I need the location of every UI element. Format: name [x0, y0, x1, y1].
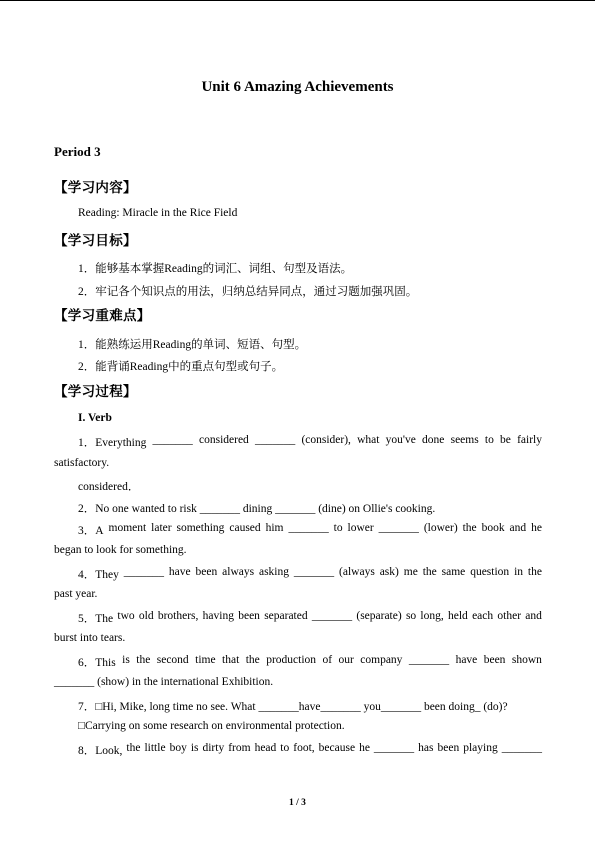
page-top-border: [0, 0, 595, 1]
word: little: [144, 742, 166, 754]
word: time: [195, 654, 216, 666]
word: him: [265, 522, 284, 534]
section-heading-goals: 【学习目标】: [54, 233, 137, 249]
word: second: [156, 654, 189, 666]
question-4-continuation: past year.: [54, 588, 98, 600]
period-label: Period 3: [54, 144, 101, 159]
word: other: [497, 610, 522, 622]
word: seems: [450, 434, 479, 446]
word: 1．Everything: [78, 437, 147, 449]
word: _______: [255, 434, 296, 446]
keypoint-item: 2．能背诵Reading中的重点句型或句子。: [78, 361, 284, 373]
word: 6．This: [78, 657, 116, 669]
word: the: [462, 522, 477, 534]
word: (separate): [356, 610, 402, 622]
question-5-line: [78, 610, 542, 626]
keypoint-item: 1．能熟练运用Reading的单词、短语、句型。: [78, 339, 307, 351]
word: fairly: [517, 434, 542, 446]
section-heading-keypoints: 【学习重难点】: [54, 308, 151, 324]
word: he: [531, 522, 542, 534]
word: that: [222, 654, 240, 666]
word: each: [472, 610, 494, 622]
word: _______: [501, 742, 542, 754]
word: moment: [108, 522, 147, 534]
word: ask): [379, 566, 399, 578]
word: playing: [463, 742, 498, 754]
word: been: [437, 742, 460, 754]
word: _______: [293, 566, 335, 578]
word: have: [455, 654, 478, 666]
word: company: [360, 654, 403, 666]
word: same: [441, 566, 466, 578]
word: having: [202, 610, 234, 622]
word: and: [525, 610, 542, 622]
word: _______: [373, 742, 415, 754]
word: because: [318, 742, 356, 754]
word: _______: [288, 522, 329, 534]
word: in: [514, 566, 524, 578]
word: has: [418, 742, 434, 754]
word: old: [138, 610, 154, 622]
word: (lower): [423, 522, 458, 534]
word: long,: [420, 610, 444, 622]
question-4-line: [78, 566, 542, 582]
exercise-heading: I. Verb: [78, 412, 112, 424]
word: the: [422, 566, 437, 578]
word: two: [117, 610, 135, 622]
word: _______: [311, 610, 353, 622]
word: to: [333, 522, 343, 534]
question-3-continuation: began to look for something.: [54, 544, 187, 556]
page-title: Unit 6 Amazing Achievements: [201, 79, 394, 95]
word: (consider),: [301, 434, 351, 446]
word: always: [222, 566, 255, 578]
word: something: [176, 522, 225, 534]
word: been: [195, 566, 218, 578]
question-7: 7．□Hi, Mike, long time no see. What _______have_______ you_______ been doing_ (do)?: [78, 701, 508, 713]
word: question: [470, 566, 510, 578]
word: lower: [347, 522, 374, 534]
word: brothers,: [157, 610, 199, 622]
word: considered: [198, 434, 249, 446]
word: foot,: [293, 742, 315, 754]
word: separated: [264, 610, 308, 622]
word: what: [357, 434, 380, 446]
word: book: [481, 522, 505, 534]
word: caused: [229, 522, 261, 534]
word: to: [280, 742, 290, 754]
word: the: [126, 742, 141, 754]
question-1-continuation: satisfactory.: [54, 457, 110, 469]
word: 3．A: [78, 525, 104, 537]
word: _______: [408, 654, 450, 666]
word: dirty: [202, 742, 225, 754]
word: boy: [169, 742, 187, 754]
question-8-line: [78, 742, 542, 758]
word: been: [238, 610, 260, 622]
word: 8．Look,: [78, 745, 123, 757]
word: held: [448, 610, 468, 622]
word: asking: [258, 566, 289, 578]
question-1-answer: considered．: [78, 481, 140, 493]
word: and: [509, 522, 527, 534]
word: he: [359, 742, 370, 754]
question-5-continuation: burst into tears.: [54, 632, 126, 644]
content-text: Reading: Miracle in the Rice Field: [78, 207, 238, 219]
goal-item: 1．能够基本掌握Reading的词汇、词组、句型及语法。: [78, 263, 353, 275]
word: from: [228, 742, 251, 754]
question-6-continuation: _______ (show) in the international Exhibition.: [54, 676, 274, 688]
word: our: [338, 654, 354, 666]
word: is: [122, 654, 130, 666]
word: _______: [123, 566, 165, 578]
question-3-line: [78, 522, 542, 538]
word: you've: [385, 434, 416, 446]
word: done: [422, 434, 445, 446]
question-1-line: [78, 434, 542, 450]
word: been: [483, 654, 506, 666]
goal-item: 2．牢记各个知识点的用法，归纳总结异同点，通过习题加强巩固。: [78, 286, 418, 298]
question-6-line: [78, 654, 542, 670]
page-number: 1 / 3: [289, 798, 306, 808]
word: the: [527, 566, 542, 578]
section-heading-content: 【学习内容】: [54, 180, 137, 196]
word: me: [403, 566, 418, 578]
question-2: 2．No one wanted to risk _______ dining _______ (dine) on Ollie's cooking.: [78, 503, 436, 515]
word: of: [322, 654, 333, 666]
word: 4．They: [78, 569, 119, 581]
word: _______: [152, 434, 193, 446]
word: shown: [511, 654, 542, 666]
word: production: [266, 654, 317, 666]
word: the: [136, 654, 151, 666]
word: is: [190, 742, 199, 754]
word: later: [151, 522, 172, 534]
question-7-reply: □Carrying on some research on environmental protection.: [78, 720, 345, 732]
word: the: [245, 654, 260, 666]
word: be: [500, 434, 511, 446]
word: 5．The: [78, 613, 114, 625]
word: head: [254, 742, 277, 754]
word: so: [405, 610, 417, 622]
word: (always: [339, 566, 375, 578]
section-heading-process: 【学习过程】: [54, 384, 137, 400]
word: _______: [378, 522, 419, 534]
word: to: [484, 434, 494, 446]
word: have: [168, 566, 191, 578]
